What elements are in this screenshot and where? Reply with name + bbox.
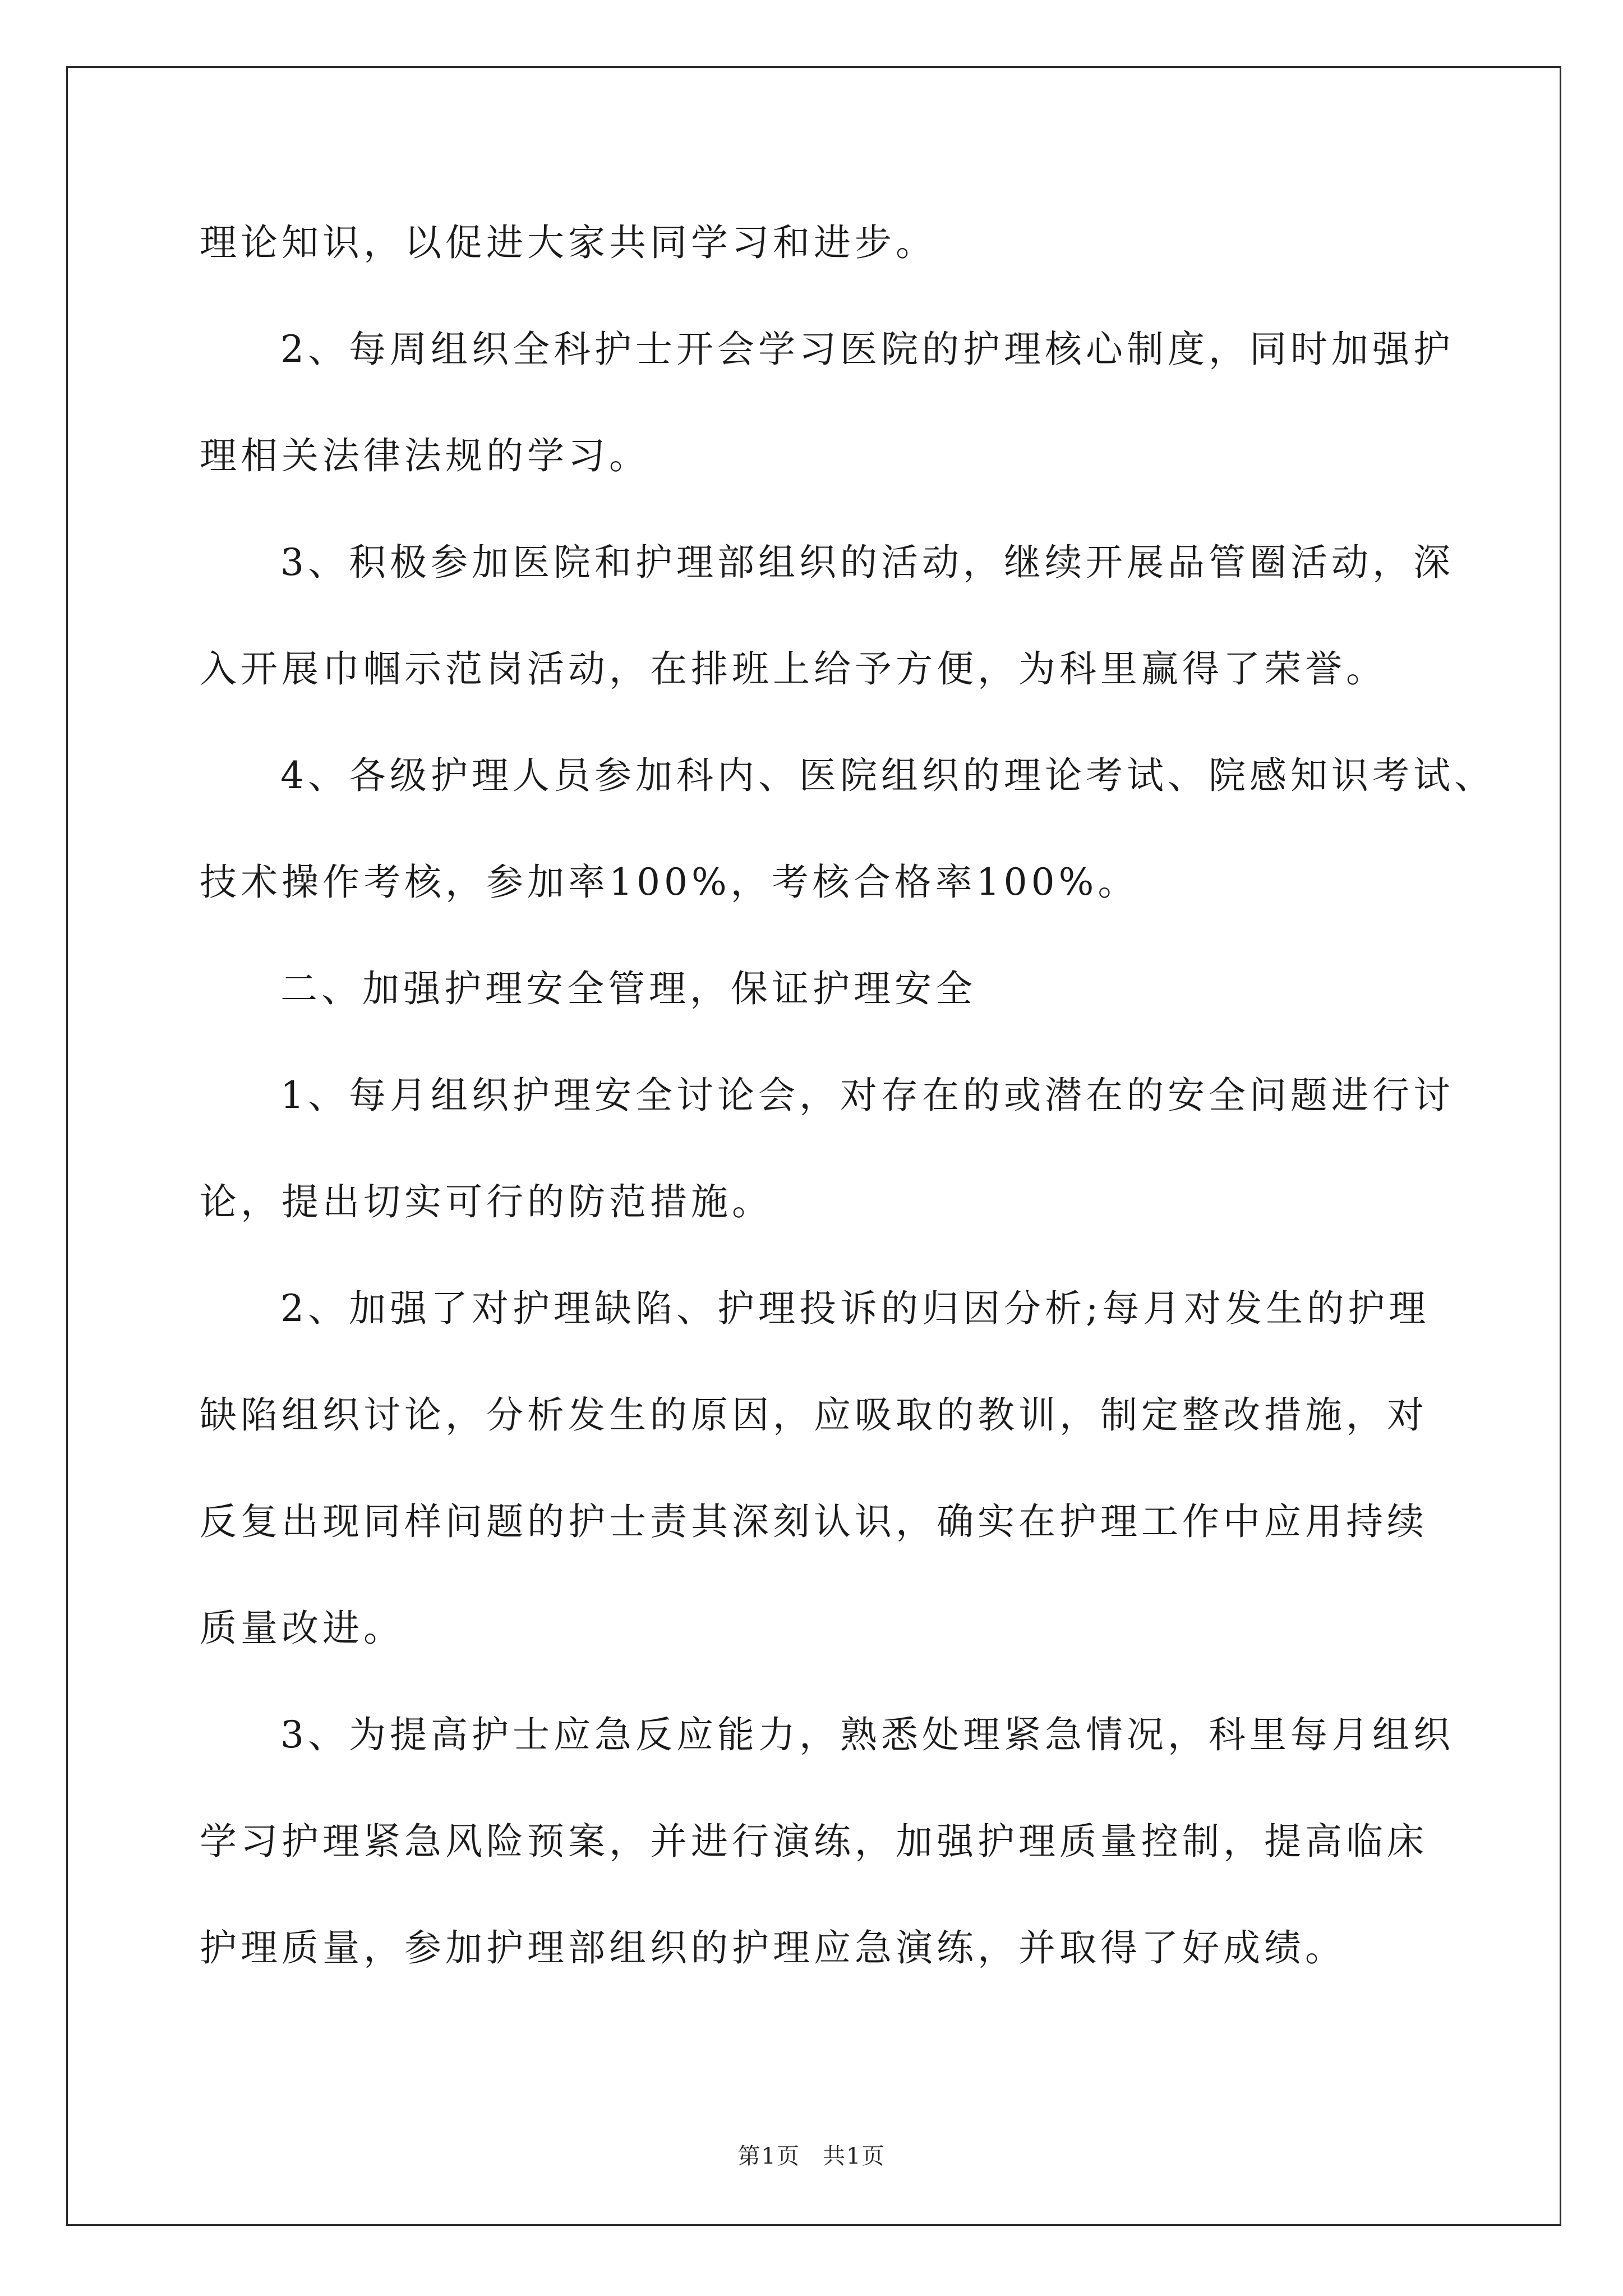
page-footer: [0, 2141, 1623, 2172]
section-heading: 二、加强护理安全管理，保证护理安全: [280, 967, 976, 1010]
text-line: 3、为提高护士应急反应能力，熟悉处理紧急情况，科里每月组织: [280, 1713, 1454, 1756]
text-line: 1、每月组织护理安全讨论会，对存在的或潜在的安全问题进行讨: [280, 1074, 1454, 1117]
text-line: 质量改进。: [200, 1607, 404, 1650]
text-line: 缺陷组织讨论，分析发生的原因，应吸取的教训，制定整改措施，对: [200, 1393, 1428, 1437]
text-line: 技术操作考核，参加率100%，考核合格率100%。: [200, 861, 1139, 904]
text-line: 护理质量，参加护理部组织的护理应急演练，并取得了好成绩。: [200, 1926, 1346, 1970]
page-border: [66, 66, 1561, 2226]
text-line: 2、加强了对护理缺陷、护理投诉的归因分析;每月对发生的护理: [280, 1287, 1430, 1330]
text-line: 学习护理紧急风险预案，并进行演练，加强护理质量控制，提高临床: [200, 1820, 1428, 1863]
text-line: 3、积极参加医院和护理部组织的活动，继续开展品管圈活动，深: [280, 541, 1454, 584]
text-line: 反复出现同样问题的护士责其深刻认识，确实在护理工作中应用持续: [200, 1500, 1428, 1543]
text-line: 理相关法律法规的学习。: [200, 434, 650, 477]
text-line: 2、每周组织全科护士开会学习医院的护理核心制度，同时加强护: [280, 328, 1454, 371]
text-line: 4、各级护理人员参加科内、医院组织的理论考试、院感知识考试、: [280, 754, 1495, 797]
page-number-total: 共1页: [823, 2143, 886, 2169]
text-line: 入开展巾帼示范岗活动，在排班上给予方便，为科里赢得了荣誉。: [200, 647, 1387, 691]
text-line: 理论知识，以促进大家共同学习和进步。: [200, 221, 937, 264]
text-line: 论，提出切实可行的防范措施。: [200, 1180, 773, 1223]
page-number-current: 第1页: [737, 2143, 800, 2169]
